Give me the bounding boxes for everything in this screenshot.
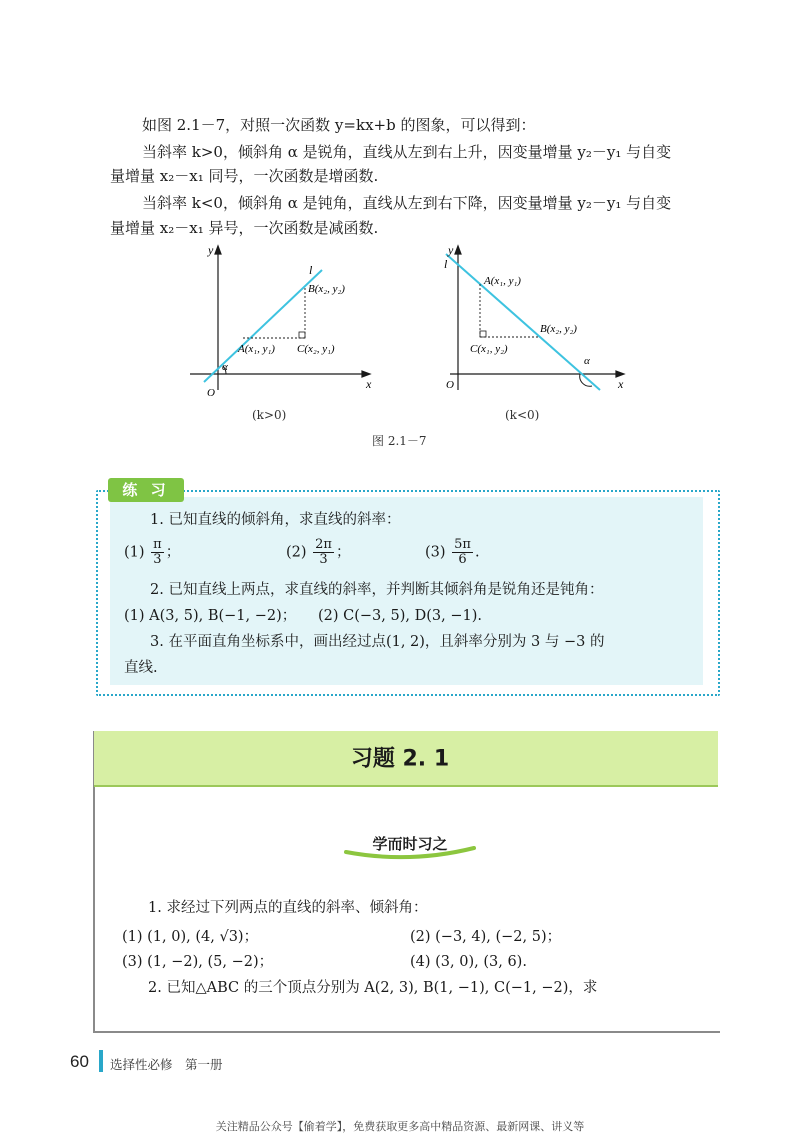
exercise-q1-4: (4) (3, 0), (3, 6).: [410, 954, 527, 970]
y-axis-arrow: [455, 246, 461, 254]
practice-tag: 练 习: [108, 478, 184, 502]
l-label: l: [444, 257, 448, 271]
exercise-q1: 1. 求经过下列两点的直线的斜率、倾斜角：: [148, 900, 428, 916]
intro-line-3: 量增量 x₂－x₁ 同号，一次函数是增函数.: [110, 167, 379, 185]
l-label: l: [309, 263, 313, 277]
practice-q3-line-1: 3. 在平面直角坐标系中，画出经过点(1, 2)，且斜率分别为 3 与 −3 的: [150, 634, 605, 650]
practice-q2-items: (1) A(3, 5), B(−1, −2)； (2) C(−3, 5), D(3, −1).: [124, 608, 482, 624]
practice-q1-item-2: (2) $\frac{2\pi}{3}$ ；: [286, 537, 351, 567]
x-label: x: [618, 377, 624, 391]
fraction: $\frac{5\pi}{6}$: [454, 537, 471, 567]
point-b-label: B(x₂, y₂): [308, 283, 345, 295]
origin-label: O: [446, 379, 454, 391]
intro-line-1: 如图 2.1－7，对照一次函数 y=kx+b 的图象，可以得到：: [142, 116, 536, 134]
y-axis-arrow: [215, 246, 221, 254]
exercise-q2: 2. 已知△ABC 的三个顶点分别为 A(2, 3), B(1, −1), C(−1, −2)，求: [148, 980, 598, 996]
practice-q2: 2. 已知直线上两点，求直线的斜率，并判断其倾斜角是锐角还是钝角：: [150, 582, 604, 598]
left-graph-caption: (k>0): [252, 408, 287, 422]
point-a-label: A(x₁, y₁): [484, 275, 521, 287]
practice-q1: 1. 已知直线的倾斜角，求直线的斜率：: [150, 512, 401, 528]
fraction: $\frac{\pi}{3}$: [153, 537, 162, 567]
book-name: 选择性必修 第一册: [110, 1057, 223, 1072]
practice-q1-item-3: (3) $\frac{5\pi}{6}$ .: [425, 537, 480, 567]
page-number: 60: [70, 1052, 89, 1071]
footer-bar: [99, 1050, 103, 1072]
practice-q1-item-1: (1) $\frac{\pi}{3}$ ；: [124, 537, 181, 567]
x-label: x: [366, 377, 372, 391]
line-l-decreasing: [446, 254, 600, 390]
point-a-label: A(x₁, y₁): [238, 343, 275, 355]
point-c-label: C(x₂, y₁): [297, 343, 335, 355]
exercise-q1-3: (3) (1, −2), (5, −2)；: [122, 954, 274, 970]
y-label: y: [208, 243, 214, 257]
exercise-title: 习题 2. 1: [350, 746, 450, 772]
right-angle-mark: [299, 332, 305, 338]
exercise-q1-1: (1) (1, 0), (4, √3)；: [122, 929, 259, 945]
exercise-subtitle: 学而时习之: [372, 835, 448, 853]
intro-line-4: 当斜率 k<0，倾斜角 α 是钝角，直线从左到右下降，因变量增量 y₂－y₁ 与自变: [142, 194, 672, 212]
right-angle-mark: [480, 331, 486, 337]
exercise-q1-2: (2) (−3, 4), (−2, 5)；: [410, 929, 562, 945]
y-label: y: [448, 243, 454, 257]
alpha-label: α: [222, 361, 228, 373]
origin-label: O: [207, 387, 215, 399]
practice-q3-line-2: 直线.: [124, 660, 158, 676]
bottom-note: 关注精品公众号【偷着学】，免费获取更多高中精品资源、最新网课、讲义等: [215, 1120, 585, 1133]
figure-caption: 图 2.1－7: [372, 434, 427, 448]
right-graph-caption: (k<0): [505, 408, 540, 422]
intro-line-2: 当斜率 k>0，倾斜角 α 是锐角，直线从左到右上升，因变量增量 y₂－y₁ 与自变: [142, 143, 672, 161]
intro-line-5: 量增量 x₂－x₁ 异号，一次函数是减函数.: [110, 219, 379, 237]
point-b-label: B(x₂, y₂): [540, 323, 577, 335]
graph-increasing: [180, 240, 380, 400]
alpha-label: α: [584, 355, 590, 367]
point-c-label: C(x₁, y₂): [470, 343, 508, 355]
fraction: $\frac{2\pi}{3}$: [315, 537, 332, 567]
graph-decreasing: [430, 240, 630, 400]
